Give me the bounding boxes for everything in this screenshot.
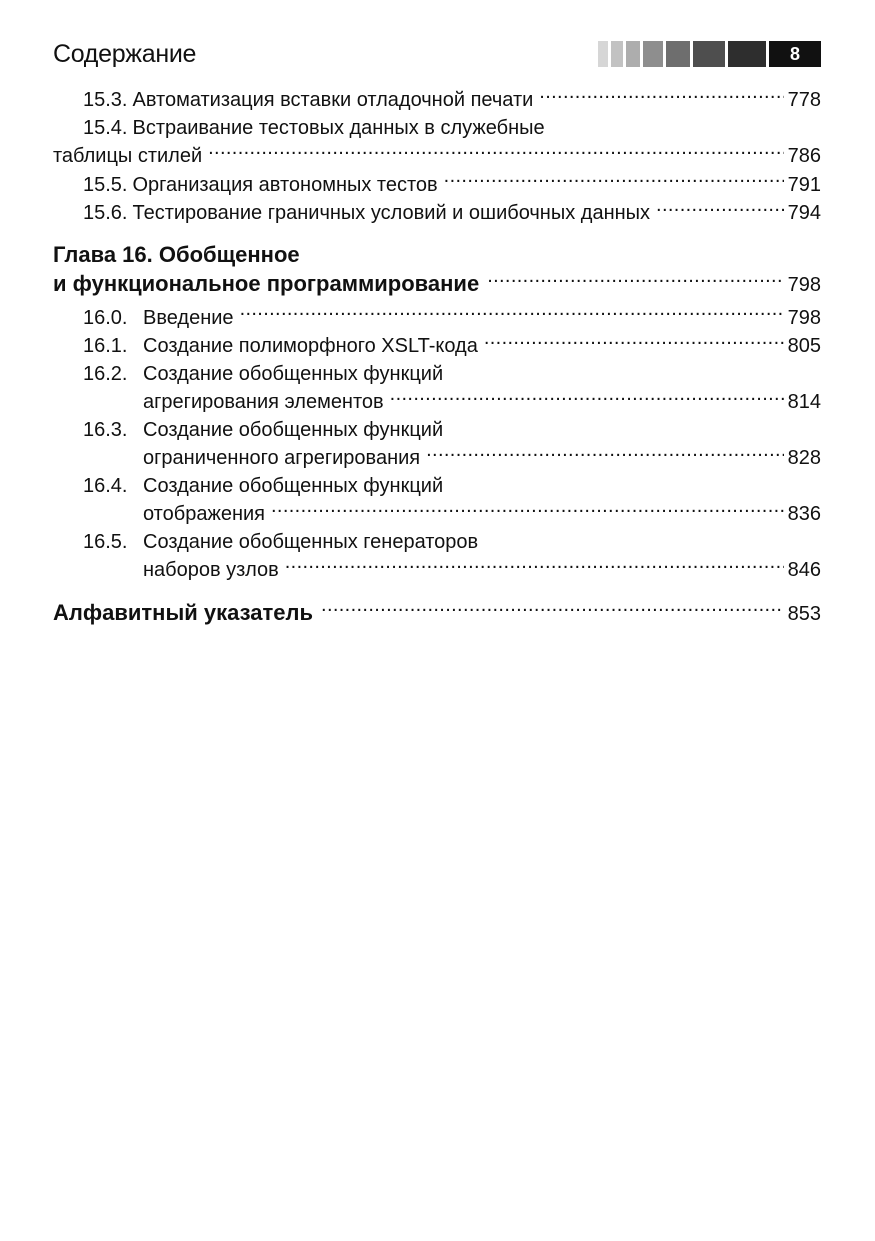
- section-title: Создание полиморфного XSLT-кода: [143, 335, 478, 357]
- dot-leader: [285, 556, 784, 576]
- dot-leader: [271, 500, 784, 520]
- page-ref: 836: [787, 503, 821, 525]
- page-ref: 828: [787, 447, 821, 469]
- toc-entry-continuation[interactable]: [53, 142, 821, 171]
- section-title: Тестирование граничных условий и ошибочных данных: [132, 202, 651, 224]
- section-number: 16.4.: [83, 474, 128, 497]
- chapter-title[interactable]: Глава 16. Обобщенное: [53, 241, 300, 267]
- section-title: Создание обобщенных функций: [143, 418, 444, 441]
- toc-entry[interactable]: [53, 304, 821, 333]
- page-header: [53, 38, 821, 70]
- section-title: агрегирования элементов: [143, 391, 384, 413]
- section-title: ограниченного агрегирования: [143, 447, 421, 469]
- toc-entry[interactable]: [53, 199, 821, 228]
- section-title: Введение: [143, 306, 234, 329]
- toc-entry[interactable]: [53, 171, 821, 200]
- toc-entry[interactable]: [53, 332, 821, 361]
- section-number: 16.0.: [83, 306, 128, 329]
- dot-leader: [539, 86, 783, 106]
- dot-leader: [426, 444, 784, 464]
- page-number: 8: [769, 41, 821, 67]
- bar-segment: [666, 41, 690, 67]
- toc-entry-continuation[interactable]: [53, 444, 821, 473]
- page-ref: 846: [787, 559, 821, 581]
- page-ref: 853: [787, 602, 821, 625]
- toc-entry[interactable]: [53, 473, 821, 501]
- dot-leader: [444, 171, 784, 191]
- bar-segment: [611, 41, 623, 67]
- chapter-entry[interactable]: [53, 269, 821, 300]
- page-ref: 794: [787, 202, 821, 224]
- section-number: 15.5.: [83, 173, 128, 196]
- section-title: Организация автономных тестов: [132, 173, 438, 196]
- bar-segment: [643, 41, 663, 67]
- toc-entry[interactable]: [53, 361, 821, 389]
- toc-entry-continuation[interactable]: [53, 500, 821, 529]
- section-title: отображения: [143, 503, 265, 525]
- table-of-contents: [53, 86, 821, 629]
- section-title: наборов узлов: [143, 559, 279, 581]
- section-number: 16.5.: [83, 530, 128, 553]
- dot-leader: [208, 142, 783, 162]
- running-header-title: Содержание: [53, 40, 197, 68]
- index-entry[interactable]: [53, 598, 821, 629]
- toc-entry[interactable]: [53, 86, 821, 115]
- page-ref: 798: [787, 306, 821, 329]
- bar-segment: [598, 41, 608, 67]
- dot-leader: [656, 199, 784, 219]
- toc-entry-continuation[interactable]: [53, 556, 821, 585]
- dot-leader: [240, 304, 784, 324]
- section-number: 15.3.: [83, 89, 128, 111]
- section-title: Создание обобщенных функций: [143, 474, 444, 497]
- section-number: 15.6.: [83, 202, 128, 224]
- toc-entry[interactable]: [53, 417, 821, 445]
- section-title: Встраивание тестовых данных в служебные: [132, 116, 545, 139]
- header-gradient-bar: [595, 41, 821, 67]
- dot-leader: [484, 332, 784, 352]
- page-ref: 798: [787, 273, 821, 296]
- page-ref: 786: [787, 145, 821, 167]
- chapter-title-line2: и функциональное программирование: [53, 270, 480, 296]
- section-number: 16.3.: [83, 418, 128, 441]
- section-number: 15.4.: [83, 116, 128, 139]
- dot-leader: [321, 600, 784, 620]
- section-number: 16.1.: [83, 335, 128, 357]
- page-ref: 814: [787, 391, 821, 413]
- dot-leader: [390, 388, 784, 408]
- bar-segment: [626, 41, 640, 67]
- toc-entry[interactable]: [53, 529, 821, 557]
- section-number: 16.2.: [83, 362, 128, 385]
- section-title: таблицы стилей: [53, 145, 203, 167]
- page-ref: 805: [787, 335, 821, 357]
- section-title: Создание обобщенных функций: [143, 362, 444, 385]
- dot-leader: [487, 271, 783, 291]
- index-title: Алфавитный указатель: [53, 599, 314, 625]
- bar-segment: [728, 41, 766, 67]
- bar-segment: [693, 41, 725, 67]
- page-ref: 791: [787, 173, 821, 196]
- toc-entry-continuation[interactable]: [53, 388, 821, 417]
- section-title: Создание обобщенных генераторов: [143, 530, 479, 553]
- toc-entry[interactable]: [53, 115, 821, 143]
- page-ref: 778: [787, 89, 821, 111]
- section-title: Автоматизация вставки отладочной печати: [132, 89, 534, 111]
